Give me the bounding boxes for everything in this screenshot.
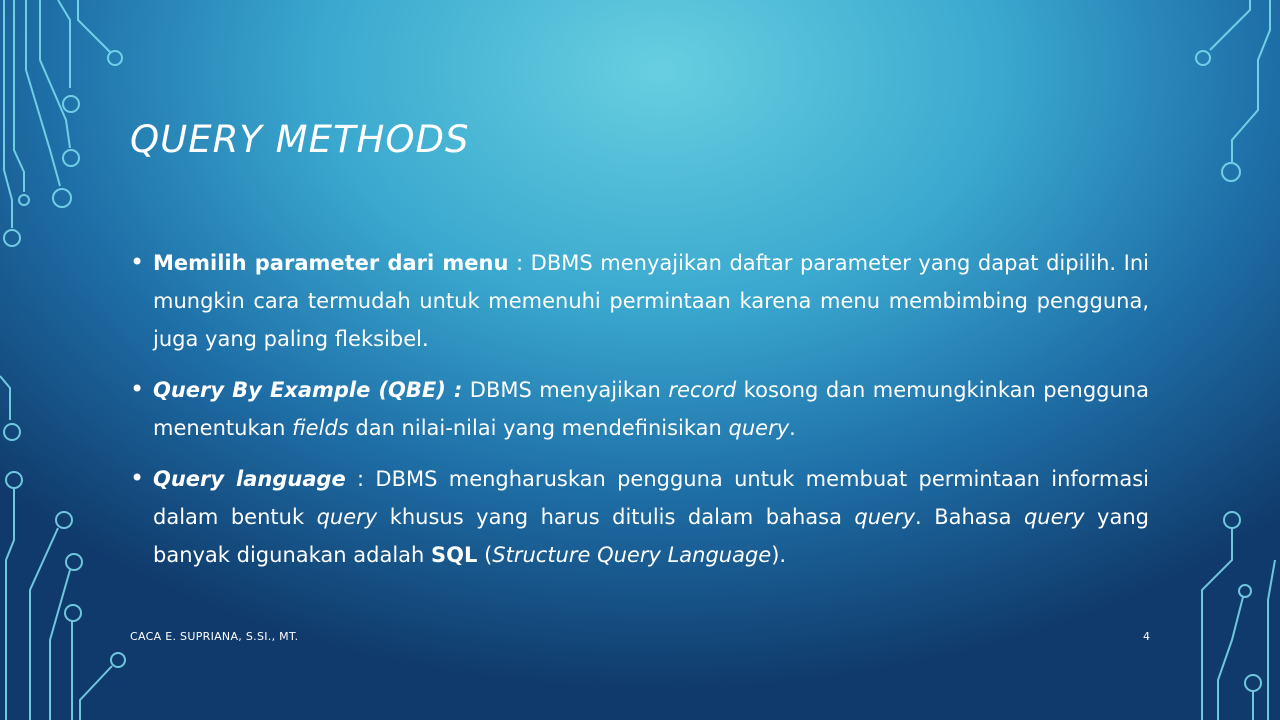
bullet-emphasis: query xyxy=(854,505,916,529)
bullet-emphasis: query xyxy=(1023,505,1085,529)
bullet-emphasis: query xyxy=(728,416,790,440)
bullet-qbe xyxy=(130,371,1149,447)
bullet-emphasis: fields xyxy=(292,416,349,440)
bullet-strong: SQL xyxy=(431,543,478,567)
slide-title: QUERY METHODS xyxy=(130,118,470,161)
bullet-term: Query language xyxy=(153,467,346,491)
bullet-text: ( xyxy=(477,543,493,567)
bullet-text: yang banyak digunakan adalah xyxy=(153,505,1149,567)
bullet-text: kosong dan memungkinkan pengguna menentukan xyxy=(153,378,1149,440)
bullet-text: DBMS menyajikan daftar parameter yang dapat dipilih. Ini mungkin cara termudah untuk memenuhi permintaan karena menu membimbing pengguna, juga yang paling fleksibel. xyxy=(153,251,1149,351)
bullet-separator: : xyxy=(508,251,531,275)
bullet-term: Query By Example (QBE) : xyxy=(153,378,463,402)
bullet-emphasis: record xyxy=(668,378,737,402)
page-number: 4 xyxy=(1143,630,1150,643)
bullet-text: khusus yang harus ditulis dalam bahasa xyxy=(377,505,855,529)
bullet-menu-parameter xyxy=(130,244,1149,358)
bullet-emphasis: Structure Query Language xyxy=(492,543,772,567)
footer-author: CACA E. SUPRIANA, S.SI., MT. xyxy=(130,630,299,643)
bullet-query-language xyxy=(130,460,1149,574)
bullet-text: . Bahasa xyxy=(915,505,1024,529)
bullet-text: ). xyxy=(771,543,787,567)
bullet-text: : DBMS mengharuskan pengguna untuk membuat permintaan informasi dalam bentuk xyxy=(153,467,1149,529)
bullet-list xyxy=(130,244,1149,587)
bullet-emphasis: query xyxy=(316,505,378,529)
bullet-term: Memilih parameter dari menu xyxy=(153,251,509,275)
bullet-text: dan nilai-nilai yang mendefinisikan xyxy=(348,416,729,440)
bullet-text: . xyxy=(789,416,796,440)
bullet-text: DBMS menyajikan xyxy=(462,378,669,402)
